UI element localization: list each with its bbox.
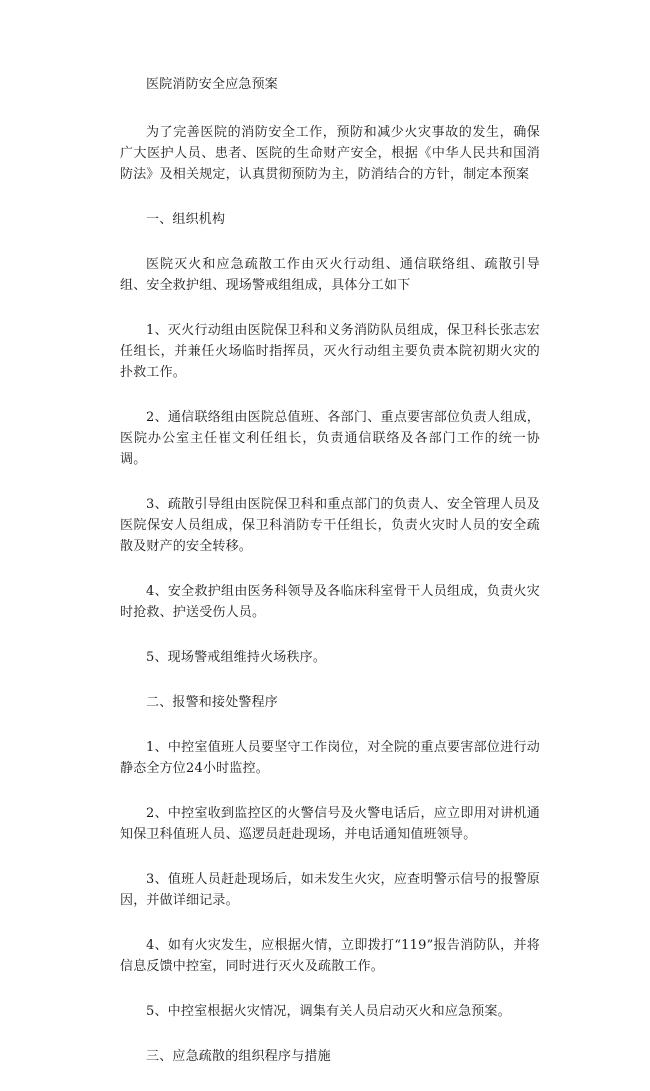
organization-item: 4、安全救护组由医务科领导及各临床科室骨干人员组成，负责火灾时抢救、护送受伤人员。 [120, 584, 540, 620]
organization-item: 1、灭火行动组由医院保卫科和义务消防队员组成，保卫科长张志宏任组长，并兼任火场临时指挥员，灭火行动组主要负责本院初期火灾的扑救工作。 [120, 323, 540, 380]
organization-item: 5、现场警戒组维持火场秩序。 [146, 650, 327, 665]
section-heading-alarm: 二、报警和接处警程序 [146, 695, 279, 710]
organization-intro: 医院灭火和应急疏散工作由灭火行动组、通信联络组、疏散引导组、安全救护组、现场警戒组组成，具体分工如下 [120, 257, 540, 293]
alarm-item: 4、如有火灾发生，应根据火情，立即拨打“119”报告消防队，并将信息反馈中控室，同时进行灭火及疏散工作。 [120, 938, 540, 974]
section-heading-evacuation: 三、应急疏散的组织程序与措施 [146, 1049, 331, 1064]
alarm-item: 2、中控室收到监控区的火警信号及火警电话后，应立即用对讲机通知保卫科值班人员、巡逻员赶赴现场，并电话通知值班领导。 [120, 806, 540, 842]
intro-paragraph: 为了完善医院的消防安全工作，预防和减少火灾事故的发生，确保广大医护人员、患者、医院的生命财产安全，根据《中华人民共和国消防法》及相关规定，认真贯彻预防为主，防消结合的方针，制定本预案 [120, 125, 540, 182]
organization-item: 3、疏散引导组由医院保卫科和重点部门的负责人、安全管理人员及医院保安人员组成，保卫科消防专干任组长，负责火灾时人员的安全疏散及财产的安全转移。 [120, 497, 540, 554]
document-title: 医院消防安全应急预案 [146, 77, 279, 92]
alarm-item: 5、中控室根据火灾情况，调集有关人员启动灭火和应急预案。 [146, 1004, 511, 1019]
organization-item: 2、通信联络组由医院总值班、各部门、重点要害部位负责人组成，医院办公室主任崔文利任组长，负责通信联络及各部门工作的统一协调。 [120, 410, 540, 467]
alarm-item: 3、值班人员赶赴现场后，如未发生火灾，应查明警示信号的报警原因，并做详细记录。 [120, 872, 540, 908]
alarm-item: 1、中控室值班人员要坚守工作岗位，对全院的重点要害部位进行动静态全方位24小时监控。 [120, 740, 540, 776]
section-heading-organization: 一、组织机构 [146, 212, 226, 227]
document-page [120, 74, 540, 1091]
